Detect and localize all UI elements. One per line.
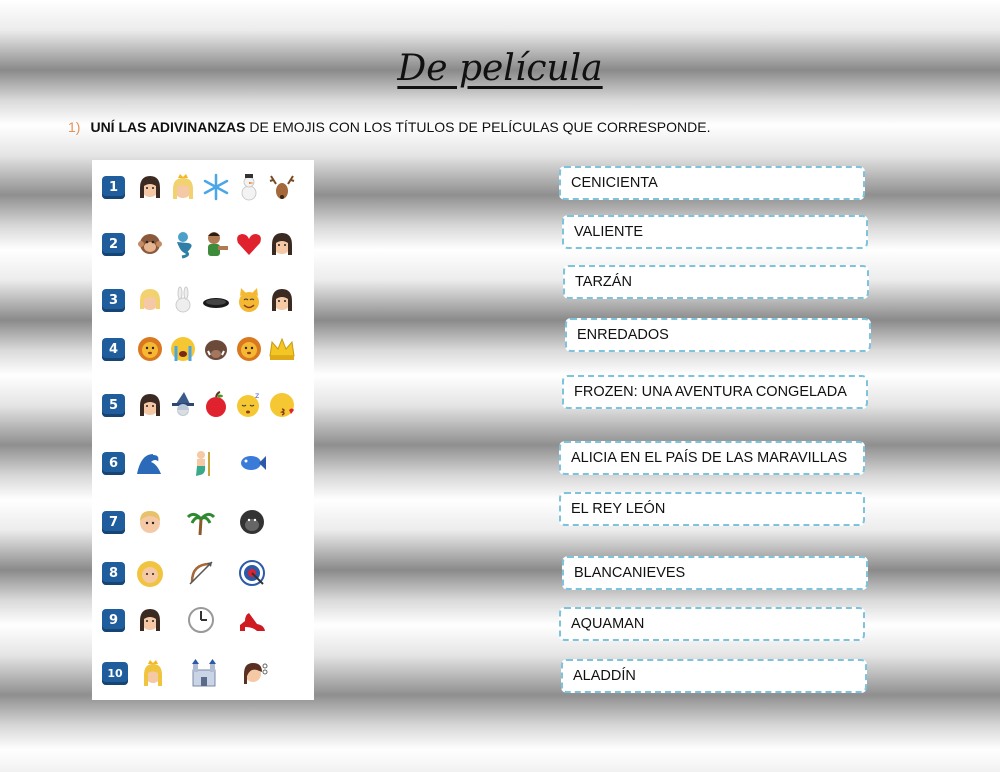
emoji-group xyxy=(133,333,298,366)
woman-icon xyxy=(133,604,166,637)
palm-tree-icon xyxy=(184,506,217,539)
emoji-group xyxy=(133,228,298,261)
cat-face-icon xyxy=(232,284,265,317)
target-icon xyxy=(235,557,268,590)
genie-icon xyxy=(166,228,199,261)
emoji-group xyxy=(133,171,298,204)
instruction-text: DE EMOJIS CON LOS TÍTULOS DE PELÍCULAS QUE CORRESPONDE. xyxy=(245,119,711,135)
emoji-group xyxy=(133,447,286,480)
emoji-riddle-panel xyxy=(92,160,314,700)
riddle-number-badge: 7 xyxy=(102,511,125,534)
gorilla-icon xyxy=(235,506,268,539)
emoji-group xyxy=(133,557,286,590)
answer-box[interactable]: TARZÁN xyxy=(563,265,869,299)
fish-icon xyxy=(235,447,268,480)
riddle-row xyxy=(102,224,298,264)
man-icon xyxy=(133,506,166,539)
emoji-group xyxy=(133,506,286,539)
riddle-row xyxy=(102,600,286,640)
instruction-number: 1) xyxy=(68,119,81,135)
woman-icon xyxy=(133,389,166,422)
reindeer-icon xyxy=(265,171,298,204)
merman-icon xyxy=(184,447,217,480)
page-title: De película xyxy=(397,48,603,89)
high-heel-icon xyxy=(235,604,268,637)
riddle-number-badge: 2 xyxy=(102,233,125,256)
answer-box[interactable]: ENREDADOS xyxy=(565,318,871,352)
woman-icon xyxy=(133,171,166,204)
instruction xyxy=(68,119,710,135)
princess-blonde-icon xyxy=(166,171,199,204)
emoji-group xyxy=(133,604,286,637)
riddle-row xyxy=(102,443,286,483)
snowman-icon xyxy=(232,171,265,204)
riddle-number-badge: 1 xyxy=(102,176,125,199)
heart-icon xyxy=(232,228,265,261)
lion-icon xyxy=(232,333,265,366)
riddle-row xyxy=(102,385,298,425)
riddle-number-badge: 8 xyxy=(102,562,125,585)
answer-box[interactable]: FROZEN: UNA AVENTURA CONGELADA xyxy=(562,375,868,409)
kiss-face-icon xyxy=(265,389,298,422)
boar-icon xyxy=(199,333,232,366)
man-pointing-icon xyxy=(199,228,232,261)
apple-icon xyxy=(199,389,232,422)
riddle-row xyxy=(102,280,298,320)
clock-icon xyxy=(184,604,217,637)
riddle-row xyxy=(102,653,289,693)
riddle-row xyxy=(102,329,298,369)
haircut-icon xyxy=(238,657,271,690)
princess-icon xyxy=(136,657,169,690)
riddle-number-badge: 5 xyxy=(102,394,125,417)
woman-icon xyxy=(265,284,298,317)
riddle-row xyxy=(102,502,286,542)
woman-icon xyxy=(265,228,298,261)
emoji-group xyxy=(136,657,289,690)
riddle-number-badge: 6 xyxy=(102,452,125,475)
answer-box[interactable]: CENICIENTA xyxy=(559,166,865,200)
curly-hair-woman-icon xyxy=(133,557,166,590)
riddle-number-badge: 4 xyxy=(102,338,125,361)
monkey-icon xyxy=(133,228,166,261)
answer-box[interactable]: BLANCANIEVES xyxy=(562,556,868,590)
witch-icon xyxy=(166,389,199,422)
answer-box[interactable]: AQUAMAN xyxy=(559,607,865,641)
blonde-girl-icon xyxy=(133,284,166,317)
svg-text:z: z xyxy=(254,391,259,400)
riddle-number-badge: 3 xyxy=(102,289,125,312)
castle-icon xyxy=(187,657,220,690)
answer-box[interactable]: VALIENTE xyxy=(562,215,868,249)
crying-face-icon xyxy=(166,333,199,366)
riddle-row xyxy=(102,553,286,593)
sleeping-face-icon xyxy=(232,389,265,422)
emoji-group xyxy=(133,284,298,317)
riddle-number-badge: 10 xyxy=(102,662,128,685)
answer-box[interactable]: ALADDÍN xyxy=(561,659,867,693)
riddle-number-badge: 9 xyxy=(102,609,125,632)
crown-icon xyxy=(265,333,298,366)
bow-arrow-icon xyxy=(184,557,217,590)
wave-icon xyxy=(133,447,166,480)
emoji-group xyxy=(133,389,298,422)
riddle-row xyxy=(102,167,298,207)
lion-icon xyxy=(133,333,166,366)
hole-icon xyxy=(199,284,232,317)
snowflake-icon xyxy=(199,171,232,204)
answer-box[interactable]: EL REY LEÓN xyxy=(559,492,865,526)
answer-box[interactable]: ALICIA EN EL PAÍS DE LAS MARAVILLAS xyxy=(559,441,865,475)
rabbit-icon xyxy=(166,284,199,317)
instruction-bold: UNÍ LAS ADIVINANZAS xyxy=(90,119,246,135)
